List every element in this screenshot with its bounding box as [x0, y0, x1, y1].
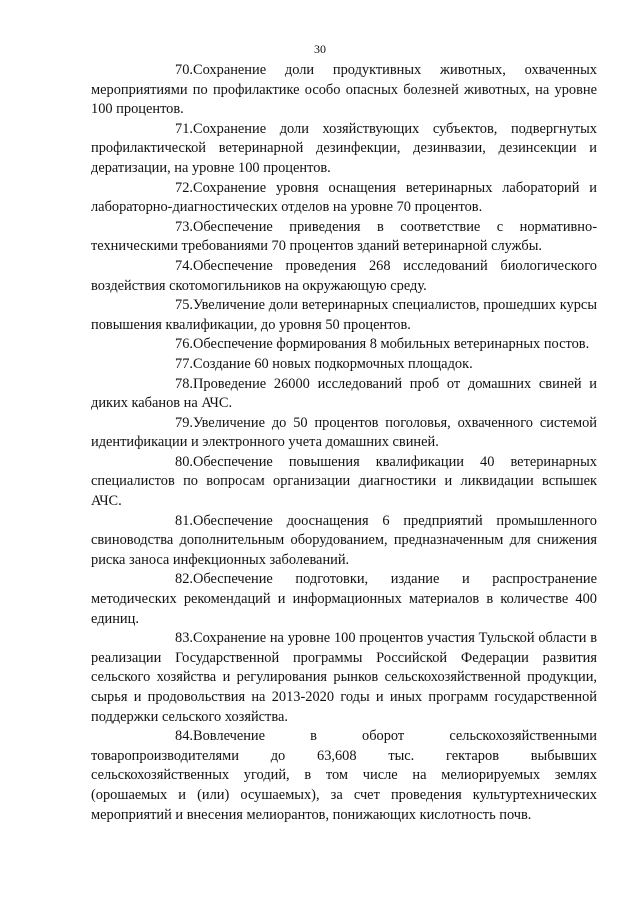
list-item [91, 335, 597, 355]
item-text: Увеличение до 50 процентов поголовья, охваченного системой идентификации и электронного учета домашних свиней. [91, 414, 597, 451]
item-text: Вовлечение в оборот сельскохозяйственными товаропроизводителями до 63,608 тыс. гектаров выбывших сельскохозяйственных угодий, в том числе на мелиорируемых землях (орошаемых и (или) осушаемых), за счет проведения культуртехнических мероприятий и внесения мелиорантов, понижающих кислотность почв. [91, 728, 597, 823]
item-text: Обеспечение повышения квалификации 40 ветеринарных специалистов по вопросам организации диагностики и ликвидации вспышек АЧС. [91, 453, 597, 510]
item-number: 81. [175, 512, 193, 529]
item-number: 71. [175, 120, 193, 137]
list-item [91, 257, 597, 296]
list-item [91, 453, 597, 512]
list-item [91, 179, 597, 218]
item-text: Обеспечение подготовки, издание и распространение методических рекомендаций и информационных материалов в количестве 400 единиц. [91, 571, 597, 627]
list-item [91, 629, 597, 727]
item-number: 74. [175, 257, 193, 274]
item-number: 75. [175, 297, 193, 314]
item-text: Обеспечение дооснащения 6 предприятий промышленного свиноводства дополнительным оборудованием, предназначенным для снижения риска заноса инфекционных заболеваний. [91, 512, 597, 568]
item-text: Сохранение уровня оснащения ветеринарных лабораторий и лабораторно-диагностических отделов на уровне 70 процентов. [91, 179, 597, 216]
page-number: 30 [314, 42, 326, 56]
list-item [91, 727, 597, 825]
item-text: Увеличение доли ветеринарных специалистов, прошедших курсы повышения квалификации, до уровня 50 процентов. [91, 297, 597, 333]
list-item [91, 512, 597, 571]
document-body [91, 61, 597, 825]
item-number: 72. [175, 179, 193, 196]
item-number: 83. [175, 630, 193, 647]
item-text: Проведение 26000 исследований проб от домашних свиней и диких кабанов на АЧС. [91, 375, 597, 412]
list-item [91, 355, 597, 375]
item-number: 84. [175, 728, 193, 745]
list-item [91, 375, 597, 414]
list-item [91, 61, 597, 120]
list-item [91, 570, 597, 629]
item-text: Обеспечение приведения в соответствие с нормативно-техническими требованиями 70 процентов зданий ветеринарной службы. [91, 218, 597, 255]
item-number: 79. [175, 414, 193, 431]
item-number: 78. [175, 375, 193, 392]
item-text: Создание 60 новых подкормочных площадок. [193, 355, 473, 372]
list-item [91, 414, 597, 453]
item-text: Обеспечение проведения 268 исследований биологического воздействия скотомогильников на окружающую среду. [91, 257, 597, 294]
item-number: 77. [175, 355, 193, 372]
list-item [91, 120, 597, 179]
item-number: 70. [175, 62, 193, 78]
list-item [91, 218, 597, 257]
item-number: 76. [175, 336, 193, 353]
item-text: Сохранение на уровне 100 процентов участия Тульской области в реализации Государственной программы Российской Федерации развития сельского хозяйства и регулирования рынков сельскохозяйственной продукции, сырья и продовольствия на 2013-2020 годы и иных программ государственной поддержки сельского хозяйства. [91, 630, 597, 725]
item-text: Сохранение доли продуктивных животных, охваченных мероприятиями по профилактике особо опасных болезней животных, на уровне 100 процентов. [91, 62, 597, 118]
item-number: 80. [175, 453, 193, 470]
item-text: Сохранение доли хозяйствующих субъектов, подвергнутых профилактической ветеринарной дезинфекции, дезинвазии, дезинсекции и дератизации, на уровне 100 процентов. [91, 120, 597, 176]
item-text: Обеспечение формирования 8 мобильных ветеринарных постов. [193, 336, 590, 353]
list-item [91, 296, 597, 335]
item-number: 82. [175, 571, 193, 588]
item-number: 73. [175, 218, 193, 235]
